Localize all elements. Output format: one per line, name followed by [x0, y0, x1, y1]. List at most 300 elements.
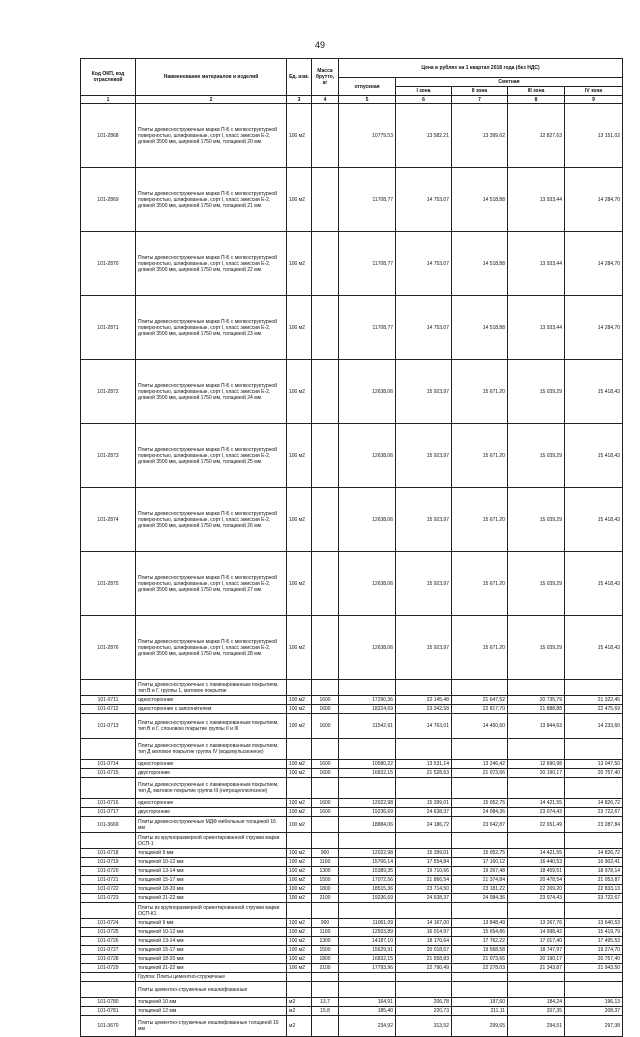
row-release-price: 19236,69	[339, 894, 396, 903]
row-zone-1-price: 15 923,97	[396, 360, 452, 424]
row-release-price: 14187,10	[339, 937, 396, 946]
row-unit: 100 м2	[287, 232, 312, 296]
row-zone-2-price	[452, 680, 508, 696]
table-row	[81, 928, 623, 937]
row-zone-1-price: 19 710,66	[396, 867, 452, 876]
row-zone-1-price: 16 014,97	[396, 928, 452, 937]
table-row	[81, 680, 623, 696]
row-code: 101-2872	[81, 360, 136, 424]
row-name: толщиной 10 мм	[136, 998, 287, 1007]
table-row	[81, 1007, 623, 1016]
row-mass: 1500	[312, 946, 339, 955]
row-zone-4-price	[565, 833, 623, 849]
table-row	[81, 973, 623, 982]
row-mass	[312, 168, 339, 232]
row-zone-1-price: 15 399,01	[396, 849, 452, 858]
row-unit	[287, 833, 312, 849]
row-mass: 2100	[312, 894, 339, 903]
row-zone-3-price	[508, 982, 565, 998]
table-row	[81, 360, 623, 424]
row-zone-1-price	[396, 739, 452, 760]
row-zone-4-price: 15 418,43	[565, 360, 623, 424]
table-row	[81, 982, 623, 998]
row-mass	[312, 1016, 339, 1037]
row-unit: 100 м2	[287, 705, 312, 714]
row-zone-4-price: 23 722,67	[565, 894, 623, 903]
row-name: Плиты древесностружечные МДФ мебельные толщиной 16 мм	[136, 817, 287, 833]
row-name: Плиты древесностружечные с ламинированным покрытием, тип В и Г, группы 1, матовое покрытие	[136, 680, 287, 696]
row-zone-2-price: 15 671,20	[452, 488, 508, 552]
row-zone-3-price: 12 827,63	[508, 104, 565, 168]
row-zone-3-price: 23 074,43	[508, 808, 565, 817]
row-name: Плиты древесностружечные марки П-Б с мелкоструктурной поверхностью, шлифованные, сорт I, класс эмиссии Е-2, длиной 3500 мм, шириной 1750 мм, толщиной 27 мм	[136, 552, 287, 616]
row-code	[81, 739, 136, 760]
row-release-price: 12638,06	[339, 616, 396, 680]
row-zone-3-price: 184,24	[508, 998, 565, 1007]
row-code	[81, 833, 136, 849]
row-zone-3-price: 23 074,43	[508, 894, 565, 903]
row-name: толщиной 9 мм	[136, 919, 287, 928]
header-code: Код ОКП, код отраслевой	[81, 59, 136, 96]
row-release-price	[339, 973, 396, 982]
row-code: 101-2870	[81, 232, 136, 296]
row-zone-3-price: 21 888,88	[508, 705, 565, 714]
row-code: 101-0723	[81, 894, 136, 903]
row-zone-4-price: 22 833,13	[565, 885, 623, 894]
row-mass: 900	[312, 919, 339, 928]
table-row	[81, 817, 623, 833]
row-unit: 100 м2	[287, 858, 312, 867]
header-unit: Ед. изм.	[287, 59, 312, 96]
row-zone-4-price: 14 284,70	[565, 232, 623, 296]
row-zone-2-price: 23 181,22	[452, 885, 508, 894]
row-zone-3-price	[508, 778, 565, 799]
row-code: 101-0780	[81, 998, 136, 1007]
row-mass: 1300	[312, 867, 339, 876]
row-release-price: 16832,15	[339, 769, 396, 778]
row-unit: 100 м2	[287, 876, 312, 885]
table-row	[81, 696, 623, 705]
row-zone-1-price: 15 923,97	[396, 488, 452, 552]
row-zone-2-price: 21 073,66	[452, 769, 508, 778]
table-row	[81, 705, 623, 714]
row-zone-2-price: 19 267,48	[452, 867, 508, 876]
row-mass: 15,8	[312, 1007, 339, 1016]
table-row	[81, 894, 623, 903]
row-mass: 1600	[312, 696, 339, 705]
row-mass	[312, 680, 339, 696]
row-zone-4-price	[565, 739, 623, 760]
row-release-price: 15706,14	[339, 858, 396, 867]
row-zone-3-price	[508, 833, 565, 849]
row-code: 101-0714	[81, 760, 136, 769]
row-zone-4-price	[565, 982, 623, 998]
table-row	[81, 168, 623, 232]
row-release-price: 12503,89	[339, 928, 396, 937]
row-zone-1-price: 22 790,49	[396, 964, 452, 973]
row-unit: 100 м2	[287, 928, 312, 937]
row-name: толщиной 15-17 мм	[136, 876, 287, 885]
row-mass: 1600	[312, 769, 339, 778]
header-mass: Масса брутто, кг	[312, 59, 339, 96]
row-zone-4-price: 15 418,43	[565, 552, 623, 616]
row-name: Плиты цементно-стружечные нешлифованные	[136, 982, 287, 998]
row-zone-3-price	[508, 739, 565, 760]
row-zone-2-price: 13 246,42	[452, 760, 508, 769]
row-code: 101-0729	[81, 964, 136, 973]
row-zone-4-price: 14 826,72	[565, 799, 623, 808]
row-zone-4-price: 13 151,02	[565, 104, 623, 168]
row-mass	[312, 739, 339, 760]
row-zone-4-price: 15 418,43	[565, 616, 623, 680]
row-mass: 1800	[312, 955, 339, 964]
col-number: 6	[396, 96, 452, 104]
row-code: 101-0717	[81, 808, 136, 817]
row-zone-4-price: 14 233,60	[565, 714, 623, 739]
row-mass: 1600	[312, 799, 339, 808]
row-zone-3-price: 17 017,40	[508, 937, 565, 946]
row-unit: 100 м2	[287, 360, 312, 424]
row-zone-3-price	[508, 973, 565, 982]
row-code: 101-0781	[81, 1007, 136, 1016]
row-name: толщиной 13-14 мм	[136, 867, 287, 876]
row-zone-1-price: 24 186,72	[396, 817, 452, 833]
row-zone-2-price: 21 073,66	[452, 955, 508, 964]
row-code: 101-0721	[81, 876, 136, 885]
table-row	[81, 799, 623, 808]
row-zone-1-price: 23 342,58	[396, 705, 452, 714]
row-release-price: 19236,69	[339, 808, 396, 817]
row-zone-1-price: 15 923,97	[396, 552, 452, 616]
row-zone-3-price: 13 933,44	[508, 296, 565, 360]
table-row	[81, 885, 623, 894]
row-zone-2-price: 15 671,20	[452, 616, 508, 680]
col-number: 7	[452, 96, 508, 104]
table-row	[81, 1016, 623, 1037]
row-zone-2-price: 17 160,12	[452, 858, 508, 867]
row-mass: 2100	[312, 964, 339, 973]
row-zone-3-price: 14 421,55	[508, 799, 565, 808]
table-row	[81, 714, 623, 739]
row-unit: 100 м2	[287, 760, 312, 769]
row-code: 101-2871	[81, 296, 136, 360]
row-mass: 13,7	[312, 998, 339, 1007]
row-zone-3-price	[508, 680, 565, 696]
row-code: 101-2876	[81, 616, 136, 680]
row-zone-4-price: 23 722,67	[565, 808, 623, 817]
row-zone-3-price: 13 933,44	[508, 168, 565, 232]
row-zone-3-price: 20 190,17	[508, 769, 565, 778]
row-release-price: 185,40	[339, 1007, 396, 1016]
row-mass: 1600	[312, 760, 339, 769]
row-mass	[312, 104, 339, 168]
row-zone-2-price	[452, 973, 508, 982]
row-name: Группа: Плиты цементно-стружечные	[136, 973, 287, 982]
row-zone-3-price: 16 440,53	[508, 858, 565, 867]
row-code: 101-0719	[81, 858, 136, 867]
row-zone-4-price: 23 287,84	[565, 817, 623, 833]
row-mass	[312, 232, 339, 296]
row-release-price: 17072,56	[339, 876, 396, 885]
row-zone-2-price: 14 518,88	[452, 168, 508, 232]
row-zone-2-price: 21 374,84	[452, 876, 508, 885]
row-zone-4-price	[565, 680, 623, 696]
row-zone-3-price: 13 844,63	[508, 714, 565, 739]
row-mass	[312, 616, 339, 680]
row-code: 101-0727	[81, 946, 136, 955]
row-zone-3-price: 294,51	[508, 1016, 565, 1037]
table-row	[81, 769, 623, 778]
row-unit	[287, 778, 312, 799]
row-unit: 100 м2	[287, 817, 312, 833]
row-zone-2-price: 15 671,20	[452, 360, 508, 424]
table-row	[81, 998, 623, 1007]
row-unit: 100 м2	[287, 696, 312, 705]
column-number-row	[81, 96, 623, 104]
row-zone-3-price: 22 651,49	[508, 817, 565, 833]
row-name: односторонние	[136, 760, 287, 769]
header-name: Наименование материалов и изделий	[136, 59, 287, 96]
row-name: Плиты древесностружечные марки П-Б с мелкоструктурной поверхностью, шлифованные, сорт I, класс эмиссии Е-2, длиной 3500 мм, шириной 1750 мм, толщиной 20 мм	[136, 104, 287, 168]
header-estimated: Сметная	[396, 78, 623, 87]
row-zone-4-price: 18 978,14	[565, 867, 623, 876]
row-unit: 100 м2	[287, 488, 312, 552]
col-number: 5	[339, 96, 396, 104]
row-mass: 1600	[312, 714, 339, 739]
row-code: 101-2873	[81, 424, 136, 488]
row-zone-2-price: 15 052,75	[452, 799, 508, 808]
row-unit: 100 м2	[287, 296, 312, 360]
row-zone-4-price: 13 047,50	[565, 760, 623, 769]
col-number: 2	[136, 96, 287, 104]
row-release-price: 17793,96	[339, 964, 396, 973]
row-release-price: 12022,98	[339, 799, 396, 808]
row-release-price	[339, 833, 396, 849]
row-name: односторонние	[136, 799, 287, 808]
row-zone-1-price: 24 638,37	[396, 894, 452, 903]
row-zone-3-price: 20 478,54	[508, 876, 565, 885]
row-zone-1-price: 21 866,54	[396, 876, 452, 885]
col-number: 3	[287, 96, 312, 104]
row-zone-1-price: 21 528,63	[396, 769, 452, 778]
row-release-price: 11708,77	[339, 232, 396, 296]
row-zone-2-price: 22 817,70	[452, 705, 508, 714]
row-name: Плиты древесностружечные с ламинированным покрытием, тип В и Г, слоновою покрытие группы II и III	[136, 714, 287, 739]
row-name: Плиты из крупноразмерной ориентированной стружки марки ОСП-К1	[136, 903, 287, 919]
table-row	[81, 296, 623, 360]
row-code: 101-0718	[81, 849, 136, 858]
row-zone-4-price: 21 053,87	[565, 876, 623, 885]
row-zone-1-price	[396, 833, 452, 849]
row-zone-1-price: 206,78	[396, 998, 452, 1007]
row-zone-3-price: 14 421,55	[508, 849, 565, 858]
row-mass: 1300	[312, 937, 339, 946]
row-zone-3-price: 20 190,17	[508, 955, 565, 964]
row-name: двусторонние	[136, 769, 287, 778]
table-row	[81, 937, 623, 946]
row-zone-1-price: 14 763,01	[396, 714, 452, 739]
row-zone-2-price	[452, 778, 508, 799]
row-code	[81, 982, 136, 998]
row-name: толщиной 18-20 мм	[136, 955, 287, 964]
row-zone-3-price: 14 998,42	[508, 928, 565, 937]
row-name: толщиной 21-22 мм	[136, 964, 287, 973]
row-release-price: 18224,69	[339, 705, 396, 714]
row-unit: 100 м2	[287, 552, 312, 616]
row-zone-4-price: 17 495,53	[565, 937, 623, 946]
row-name: Плиты цементно-стружечные нешлифованные толщиной 16 мм	[136, 1016, 287, 1037]
row-unit: 100 м2	[287, 919, 312, 928]
row-code: 101-3670	[81, 1016, 136, 1037]
row-mass	[312, 982, 339, 998]
row-zone-3-price: 12 690,98	[508, 760, 565, 769]
row-release-price: 18884,06	[339, 817, 396, 833]
row-mass	[312, 488, 339, 552]
row-zone-4-price: 208,37	[565, 1007, 623, 1016]
row-zone-1-price: 313,52	[396, 1016, 452, 1037]
row-zone-1-price: 20 018,67	[396, 946, 452, 955]
row-zone-3-price: 15 039,29	[508, 552, 565, 616]
row-code	[81, 973, 136, 982]
row-code: 101-0712	[81, 705, 136, 714]
row-release-price: 15389,35	[339, 867, 396, 876]
row-code: 101-0713	[81, 714, 136, 739]
row-mass	[312, 778, 339, 799]
row-zone-4-price: 15 418,43	[565, 424, 623, 488]
row-mass: 1100	[312, 858, 339, 867]
row-zone-1-price: 14 753,07	[396, 296, 452, 360]
row-unit: 100 м2	[287, 894, 312, 903]
row-zone-4-price: 21 322,45	[565, 696, 623, 705]
row-code: 101-0725	[81, 928, 136, 937]
row-name: Плиты древесностружечные с ламинированным покрытием, тип Д матовое покрытие группа IV (водомульсионное)	[136, 739, 287, 760]
row-release-price	[339, 982, 396, 998]
row-release-price	[339, 739, 396, 760]
row-name: Плиты древесностружечные с ламинированным покрытием, тип Д, матовое покрытие группа III (нитроцеллюлозное)	[136, 778, 287, 799]
row-mass	[312, 973, 339, 982]
row-unit: 100 м2	[287, 616, 312, 680]
row-mass	[312, 552, 339, 616]
row-zone-4-price: 14 284,70	[565, 296, 623, 360]
row-mass: 1100	[312, 928, 339, 937]
row-code: 101-2869	[81, 168, 136, 232]
row-release-price: 12638,06	[339, 360, 396, 424]
row-code: 101-0715	[81, 769, 136, 778]
row-release-price	[339, 680, 396, 696]
row-code: 101-3669	[81, 817, 136, 833]
row-name: толщиной 13-14 мм	[136, 937, 287, 946]
row-zone-1-price: 22 145,48	[396, 696, 452, 705]
row-unit: 100 м2	[287, 946, 312, 955]
row-zone-4-price	[565, 778, 623, 799]
row-release-price: 11061,09	[339, 919, 396, 928]
row-name: Плиты древесностружечные марки П-Б с мелкоструктурной поверхностью, шлифованные, сорт I, класс эмиссии Е-2, длиной 3500 мм, шириной 1750 мм, толщиной 24 мм	[136, 360, 287, 424]
row-name: Плиты древесностружечные марки П-Б с мелкоструктурной поверхностью, шлифованные, сорт I, класс эмиссии Е-2, длиной 3500 мм, шириной 1750 мм, толщиной 21 мм	[136, 168, 287, 232]
row-unit: 100 м2	[287, 808, 312, 817]
row-mass: 1500	[312, 876, 339, 885]
row-zone-1-price: 21 558,83	[396, 955, 452, 964]
row-zone-2-price: 17 762,22	[452, 937, 508, 946]
row-release-price: 234,92	[339, 1016, 396, 1037]
col-number: 1	[81, 96, 136, 104]
row-zone-3-price: 18 747,97	[508, 946, 565, 955]
table-row	[81, 833, 623, 849]
row-name: Плиты древесностружечные марки П-Б с мелкоструктурной поверхностью, шлифованные, сорт I, класс эмиссии Е-2, длиной 3500 мм, шириной 1750 мм, толщиной 26 мм	[136, 488, 287, 552]
row-name: Плиты древесностружечные марки П-Б с мелкоструктурной поверхностью, шлифованные, сорт I, класс эмиссии Е-2, длиной 3500 мм, шириной 1750 мм, толщиной 22 мм	[136, 232, 287, 296]
col-number: 8	[508, 96, 565, 104]
table-row	[81, 616, 623, 680]
row-zone-2-price: 14 518,88	[452, 296, 508, 360]
row-name: толщиной 10-12 мм	[136, 928, 287, 937]
row-name: Плиты древесностружечные марки П-Б с мелкоструктурной поверхностью, шлифованные, сорт I, класс эмиссии Е-2, длиной 3500 мм, шириной 1750 мм, толщиной 28 мм	[136, 616, 287, 680]
row-code: 101-0720	[81, 867, 136, 876]
row-unit: 100 м2	[287, 104, 312, 168]
row-mass: 1600	[312, 705, 339, 714]
row-zone-4-price: 16 902,41	[565, 858, 623, 867]
row-zone-1-price	[396, 973, 452, 982]
table-row	[81, 232, 623, 296]
row-unit: м2	[287, 1007, 312, 1016]
row-zone-1-price: 15 923,97	[396, 616, 452, 680]
row-zone-1-price	[396, 778, 452, 799]
row-zone-4-price: 21 943,50	[565, 964, 623, 973]
table-row	[81, 919, 623, 928]
row-unit	[287, 739, 312, 760]
table-row	[81, 104, 623, 168]
row-name: Плиты из крупноразмерной ориентированной стружки марки ОСП-1	[136, 833, 287, 849]
row-zone-2-price: 19 568,58	[452, 946, 508, 955]
row-zone-1-price: 220,73	[396, 1007, 452, 1016]
row-zone-3-price: 22 209,20	[508, 885, 565, 894]
row-zone-2-price: 13 399,62	[452, 104, 508, 168]
table-row	[81, 858, 623, 867]
row-unit: 100 м2	[287, 769, 312, 778]
row-release-price: 12638,06	[339, 424, 396, 488]
row-code: 101-0728	[81, 955, 136, 964]
row-name: толщиной 18-20 мм	[136, 885, 287, 894]
row-zone-2-price: 22 278,03	[452, 964, 508, 973]
row-zone-4-price: 20 757,40	[565, 955, 623, 964]
page-number: 49	[314, 40, 325, 50]
row-zone-4-price: 15 418,43	[565, 488, 623, 552]
row-zone-1-price	[396, 680, 452, 696]
row-zone-4-price: 20 757,40	[565, 769, 623, 778]
row-zone-4-price: 19 274,70	[565, 946, 623, 955]
row-zone-4-price: 297,38	[565, 1016, 623, 1037]
row-unit: 100 м2	[287, 867, 312, 876]
row-zone-4-price: 14 284,70	[565, 168, 623, 232]
row-mass	[312, 833, 339, 849]
row-zone-2-price: 14 450,60	[452, 714, 508, 739]
row-zone-2-price: 299,65	[452, 1016, 508, 1037]
row-unit: 100 м2	[287, 168, 312, 232]
row-release-price: 164,91	[339, 998, 396, 1007]
row-name: толщиной 21-22 мм	[136, 894, 287, 903]
row-zone-2-price: 15 671,20	[452, 424, 508, 488]
row-release-price: 11708,77	[339, 168, 396, 232]
row-unit: 100 м2	[287, 714, 312, 739]
row-mass	[312, 817, 339, 833]
table-row	[81, 849, 623, 858]
row-zone-2-price: 24 084,36	[452, 808, 508, 817]
row-name: Плиты древесностружечные марки П-Б с мелкоструктурной поверхностью, шлифованные, сорт I, класс эмиссии Е-2, длиной 3500 мм, шириной 1750 мм, толщиной 23 мм	[136, 296, 287, 360]
col-number: 9	[565, 96, 623, 104]
row-zone-1-price: 23 714,50	[396, 885, 452, 894]
table-row	[81, 964, 623, 973]
row-unit: 100 м2	[287, 955, 312, 964]
row-name: толщиной 10-12 мм	[136, 858, 287, 867]
row-zone-2-price: 211,11	[452, 1007, 508, 1016]
